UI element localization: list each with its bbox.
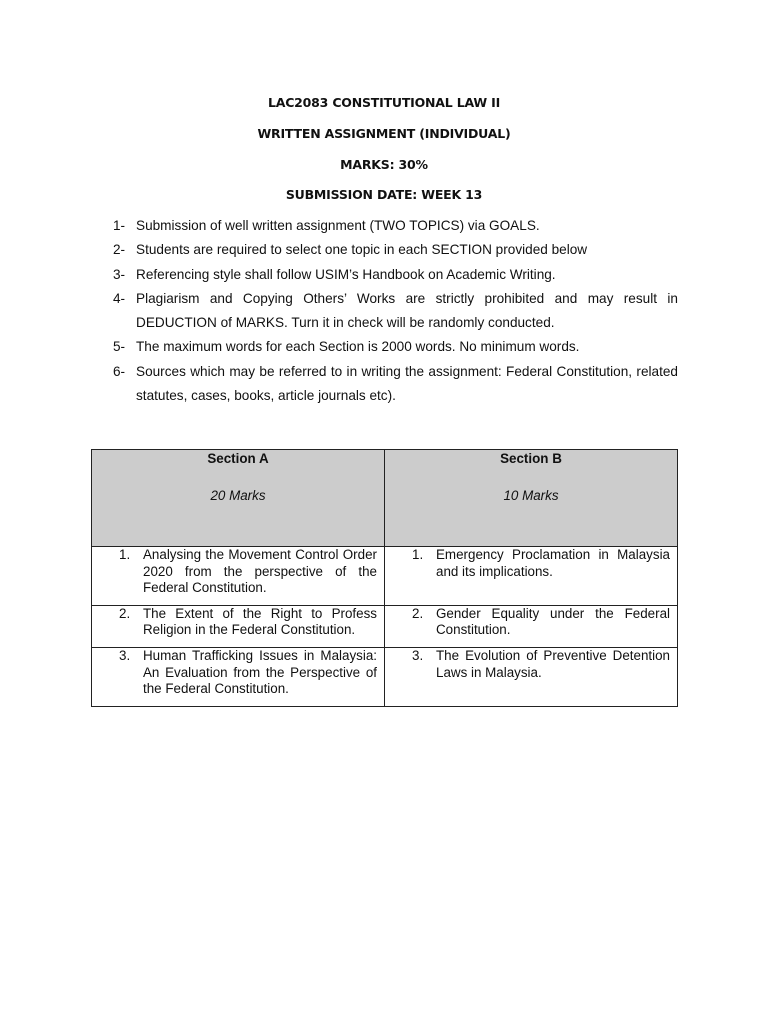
- section-a-topic-cell: [92, 547, 385, 606]
- topic-number: 2.: [119, 605, 131, 621]
- instruction-text: Plagiarism and Copying Others’ Works are strictly prohibited and may result in DEDUCTION of MARKS. Turn it in check will be randomly conducted.: [136, 290, 678, 331]
- instruction-text: Students are required to select one topic in each SECTION provided below: [136, 242, 588, 258]
- topic-text: The Extent of the Right to Profess Religion in the Federal Constitution.: [143, 605, 377, 638]
- section-a-topic-cell: [92, 605, 385, 647]
- instruction-item: [113, 287, 678, 336]
- instruction-text: Referencing style shall follow USIM’s Handbook on Academic Writing.: [136, 266, 556, 282]
- topic-number: 3.: [412, 647, 424, 663]
- instruction-item: [113, 335, 678, 359]
- section-b-topic-cell: [385, 647, 678, 706]
- section-b-topic-cell: [385, 605, 678, 647]
- section-b-topic-cell: [385, 547, 678, 606]
- instructions-list: [113, 214, 678, 408]
- table-row: [92, 647, 678, 706]
- section-a-title: Section A: [207, 451, 269, 466]
- instruction-text: The maximum words for each Section is 2000 words. No minimum words.: [136, 339, 580, 355]
- instruction-item: [113, 360, 678, 409]
- topic-number: 3.: [119, 647, 131, 663]
- instruction-number: 1-: [113, 218, 126, 233]
- marks-title: MARKS: 30%: [340, 157, 428, 172]
- instruction-item: [113, 263, 678, 287]
- instruction-text: Submission of well written assignment (TWO TOPICS) via GOALS.: [136, 218, 540, 233]
- section-b-title: Section B: [500, 451, 562, 466]
- topic-number: 2.: [412, 605, 424, 621]
- instruction-number: 3-: [113, 266, 126, 282]
- instruction-text: Sources which may be referred to in writing the assignment: Federal Constitution, related statutes, cases, books, article journals etc).: [136, 363, 678, 404]
- instruction-item: [113, 214, 678, 238]
- topic-text: The Evolution of Preventive Detention Laws in Malaysia.: [436, 647, 670, 680]
- section-b-header: [385, 450, 678, 547]
- section-a-topic-cell: [92, 647, 385, 706]
- instruction-number: 6-: [113, 363, 126, 379]
- topic-text: Gender Equality under the Federal Constitution.: [436, 605, 670, 638]
- assignment-title: WRITTEN ASSIGNMENT (INDIVIDUAL): [257, 126, 511, 141]
- section-a-header: [92, 450, 385, 547]
- topic-number: 1.: [119, 547, 131, 562]
- submission-date: SUBMISSION DATE: WEEK 13: [285, 187, 483, 202]
- section-b-marks: 10 Marks: [503, 488, 559, 503]
- table-row: [92, 605, 678, 647]
- topics-table: [91, 449, 678, 707]
- topic-text: Emergency Proclamation in Malaysia and its implications.: [436, 547, 670, 579]
- topic-number: 1.: [412, 547, 424, 562]
- instruction-item: [113, 238, 678, 262]
- section-a-marks: 20 Marks: [210, 488, 266, 503]
- topic-text: Human Trafficking Issues in Malaysia: An Evaluation from the Perspective of the Federal Constitution.: [143, 647, 377, 697]
- table-row: [92, 547, 678, 606]
- instruction-number: 4-: [113, 290, 126, 306]
- instruction-number: 2-: [113, 242, 126, 258]
- instruction-number: 5-: [113, 339, 126, 355]
- table-header-row: [92, 450, 678, 547]
- course-title: LAC2083 CONSTITUTIONAL LAW II: [267, 95, 501, 110]
- topic-text: Analysing the Movement Control Order 2020 from the perspective of the Federal Constitution.: [143, 547, 377, 596]
